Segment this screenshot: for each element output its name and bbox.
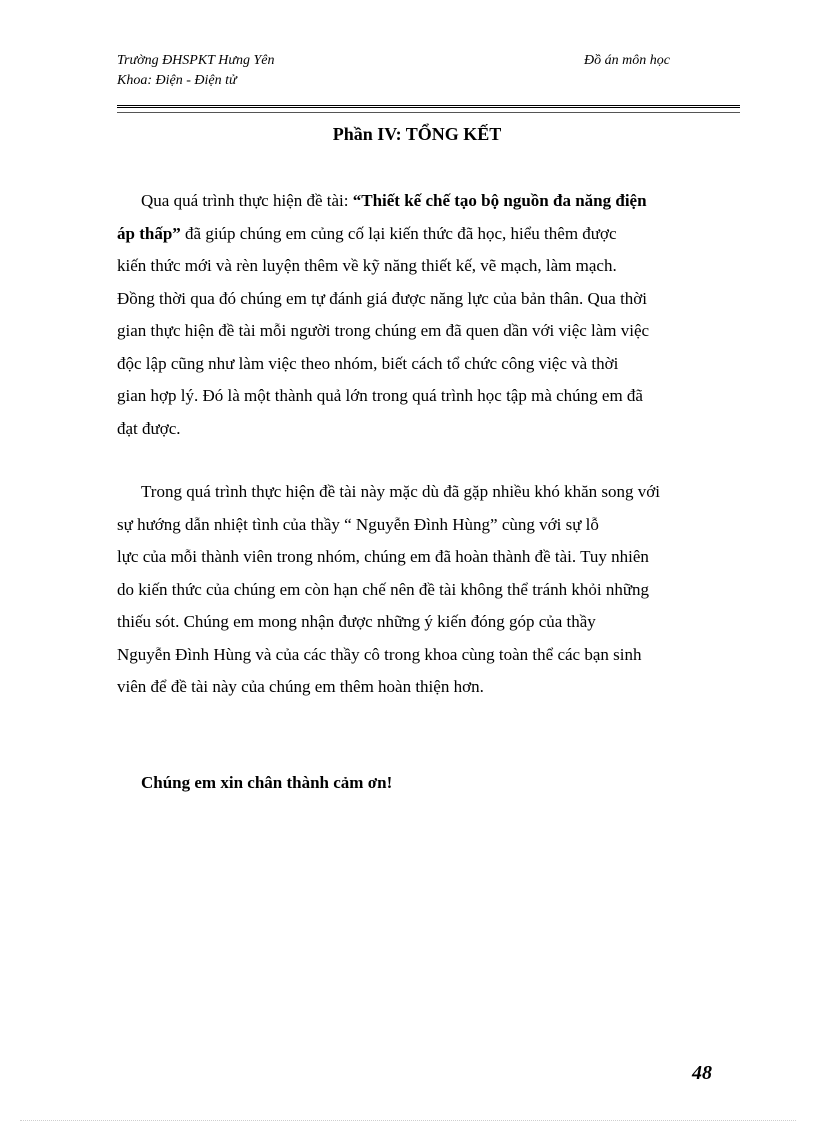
- page-bottom-edge: [20, 1120, 796, 1121]
- paragraph-line: do kiến thức của chúng em còn hạn chế nên đề tài không thể tránh khỏi những: [117, 579, 650, 599]
- page-header-left: [117, 51, 274, 91]
- school-name: Trường ĐHSPKT Hưng Yên: [117, 53, 275, 68]
- line-text: đã giúp chúng em củng cố lại kiến thức đã học, hiểu thêm được: [180, 223, 617, 243]
- line-text: Qua quá trình thực hiện đề tài:: [141, 191, 353, 210]
- paragraph-1: [117, 185, 649, 445]
- paragraph-line: [117, 218, 649, 251]
- paragraph-line: Trong quá trình thực hiện đề tài này mặc dù đã gặp nhiều khó khăn song với: [141, 482, 660, 501]
- document-type: Đồ án môn học: [584, 53, 670, 68]
- paragraph-line: gian thực hiện đề tài mỗi người trong chúng em đã quen dần với việc làm việc: [117, 321, 650, 340]
- paragraph-line: [117, 185, 649, 218]
- page-number: 48: [692, 1062, 712, 1084]
- paragraph-line: độc lập cũng như làm việc theo nhóm, biết cách tổ chức công việc và thời: [117, 353, 619, 373]
- paragraph-line: đạt được.: [117, 418, 181, 438]
- paragraph-line: gian hợp lý. Đó là một thành quả lớn trong quá trình học tập mà chúng em đã: [117, 386, 643, 405]
- paragraph-2: [117, 476, 660, 704]
- header-divider: [117, 105, 740, 108]
- paragraph-line: viên để đề tài này của chúng em thêm hoàn thiện hơn.: [117, 677, 484, 696]
- paragraph-line: thiếu sót. Chúng em mong nhận được những ý kiến đóng góp của thầy: [117, 612, 596, 631]
- paragraph-line: Nguyễn Đình Hùng và của các thầy cô trong khoa cùng toàn thể các bạn sinh: [117, 644, 642, 664]
- header-divider-thin: [117, 112, 740, 113]
- faculty-name: Khoa: Điện - Điện tử: [117, 73, 237, 88]
- closing-thanks: Chúng em xin chân thành cảm ơn!: [141, 773, 393, 792]
- paragraph-line: kiến thức mới và rèn luyện thêm về kỹ năng thiết kế, vẽ mạch, làm mạch.: [117, 256, 617, 275]
- project-title: “Thiết kế chế tạo bộ nguồn đa năng điện: [352, 191, 647, 210]
- project-title-end: áp thấp”: [117, 223, 181, 243]
- paragraph-line: sự hướng dẫn nhiệt tình của thầy “ Nguyễn Đình Hùng” cùng với sự lỗ: [117, 514, 599, 534]
- paragraph-line: Đồng thời qua đó chúng em tự đánh giá được năng lực của bản thân. Qua thời: [117, 288, 648, 308]
- paragraph-line: lực của mỗi thành viên trong nhóm, chúng em đã hoàn thành đề tài. Tuy nhiên: [117, 547, 649, 566]
- section-title: Phần IV: TỔNG KẾT: [332, 124, 502, 144]
